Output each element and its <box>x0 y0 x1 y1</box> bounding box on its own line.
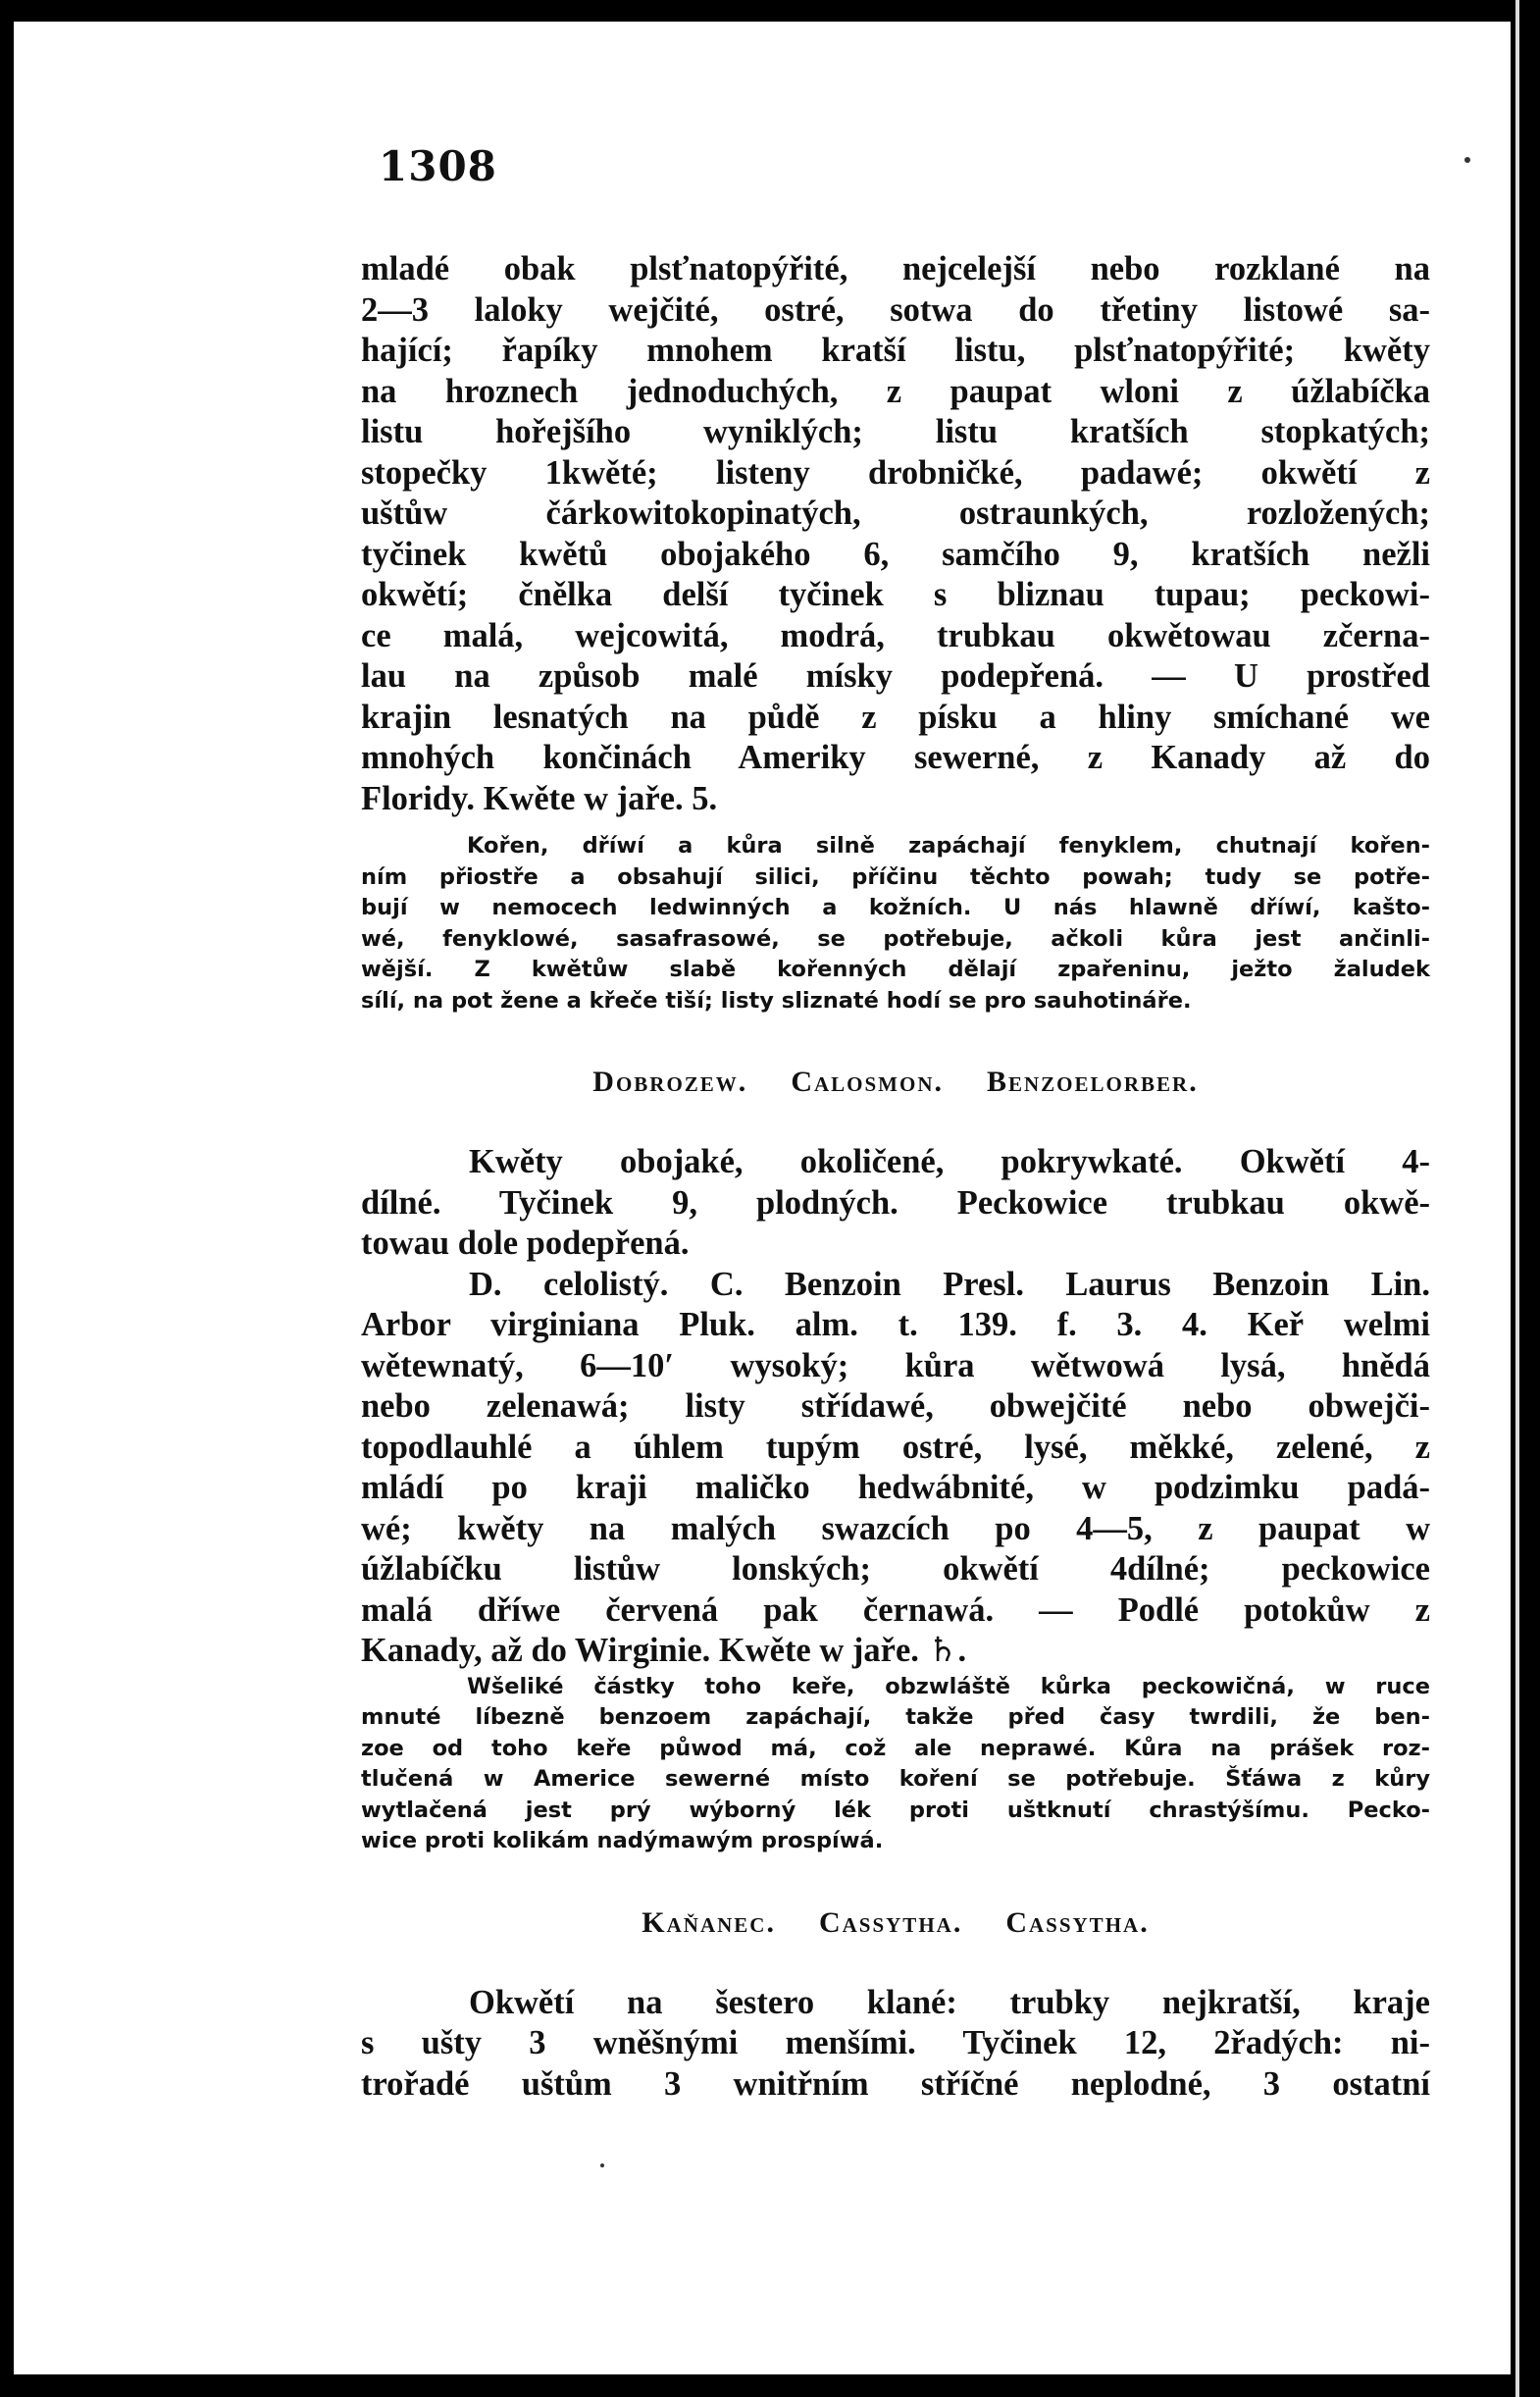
text-line: Kwěty obojaké, okoličené, pokrywkaté. Okwětí 4- <box>469 1143 1430 1180</box>
text-line: malá dříwe červená pak černawá. — Podlé potokůw z <box>361 1590 1430 1629</box>
heading-name: Calosmon. <box>791 1066 944 1098</box>
text-line: Kanady, až do Wirginie. Kwěte w jaře. ♄. <box>361 1632 967 1669</box>
text-line: wytlačená jest prý wýborný lék proti uštknutí chrastýšímu. Pecko- <box>361 1797 1430 1823</box>
text-line: tyčinek kwětů obojakého 6, samčího 9, kratších nežli <box>361 535 1430 573</box>
text-line: Floridy. Kwěte w jaře. 5. <box>361 779 718 817</box>
text-line: hající; řapíky mnohem kratší listu, plsťnatopýřité; kwěty <box>361 332 1430 369</box>
text-line: bují w nemocech ledwinných a kožních. U nás hlawně dříwí, kašto- <box>361 895 1430 920</box>
text-line: wé, fenyklowé, sasafrasowé, se potřebuje, ačkoli kůra jest ančinli- <box>361 925 1430 952</box>
text-line: zoe od toho keře půwod má, což ale neprawé. Kůra na prášek roz- <box>361 1735 1430 1761</box>
text-line: towau dole podepřená. <box>361 1225 690 1262</box>
text-line: D. celolistý. C. Benzoin Presl. Laurus Benzoin Lin. <box>469 1265 1430 1303</box>
text-line: wé; kwěty na malých swazcích po 4—5, z paupat w <box>361 1509 1430 1547</box>
text-line: mnohých končinách Ameriky sewerné, z Kanady až do <box>361 739 1430 776</box>
paragraph-cassytha <box>361 1983 1430 2106</box>
text-line: 2—3 laloky wejčité, ostré, sotwa do třetiny listowé sa- <box>361 290 1430 329</box>
heading-name: Dobrozew. <box>592 1066 748 1098</box>
text-line: Kořen, dříwí a kůra silně zapáchají fenyklem, chutnají kořen- <box>467 833 1430 859</box>
note-uses <box>361 831 1430 1016</box>
text-line: ce malá, wejcowitá, modrá, trubkau okwětowau zčerna- <box>361 616 1430 654</box>
page-number: 1308 <box>379 142 497 190</box>
text-line: mládí po kraji maličko hedwábnité, w podzimku padá- <box>361 1469 1430 1506</box>
text-line: Arbor virginiana Pluk. alm. t. 139. f. 3. 4. Keř welmi <box>361 1306 1430 1343</box>
text-line: úžlabíčku listůw lonských; okwětí 4dílné; peckowice <box>361 1550 1430 1588</box>
text-line: ním přiostře a obsahují silici, příčinu těchto powah; tudy se potře- <box>361 863 1430 890</box>
text-line: wější. Z kwětůw slabě kořenných dělají zpařeninu, ježto žaludek <box>361 957 1430 982</box>
paragraph-description <box>361 249 1430 819</box>
text-line: Wšeliké částky toho keře, obzwláště kůrka peckowičná, w ruce <box>467 1673 1430 1699</box>
heading-name: Cassytha. <box>1005 1905 1150 1939</box>
text-line: Okwětí na šestero klané: trubky nejkratší, kraje <box>469 1983 1430 2021</box>
text-line: okwětí; čnělka delší tyčinek s bliznau tupau; peckowi- <box>361 576 1430 613</box>
page-content <box>361 142 1430 2105</box>
text-line: dílné. Tyčinek 9, plodných. Peckowice trubkau okwě- <box>361 1183 1430 1222</box>
text-line: nebo zelenawá; listy střídawé, obwejčité nebo obwejči- <box>361 1387 1430 1425</box>
text-line: tlučená w Americe sewerné místo koření se potřebuje. Šťáwa z kůry <box>361 1766 1430 1792</box>
text-line: lau na způsob malé mísky podepřená. — U prostřed <box>361 657 1430 695</box>
text-line: mnuté líbezně benzoem zapáchají, takže před časy twrdili, že ben- <box>361 1704 1430 1730</box>
page-edge <box>1515 0 1519 2397</box>
text-line: na hroznech jednoduchých, z paupat wloni z úžlabíčka <box>361 372 1430 410</box>
speck-mark <box>1464 157 1470 163</box>
text-line: sílí, na pot žene a křeče tiší; listy sliznaté hodí se pro sauhotináře. <box>361 987 1192 1014</box>
text-line: topodlauhlé a úhlem tupým ostré, lysé, měkké, zelené, z <box>361 1428 1430 1466</box>
heading-name: Kaňanec. <box>642 1905 776 1939</box>
text-line: mladé obak plsťnatopýřité, nejcelejší nebo rozklané na <box>361 250 1430 287</box>
text-line: wětewnatý, 6—10′ wysoký; kůra wětwowá lysá, hnědá <box>361 1346 1430 1384</box>
paragraph-genus-characters <box>361 1142 1430 1265</box>
text-line: s ušty 3 wněšnými menšími. Tyčinek 12, 2řadých: ni- <box>361 2024 1430 2061</box>
text-line: krajin lesnatých na půdě z písku a hliny smíchané we <box>361 698 1430 736</box>
heading-name: Benzoelorber. <box>986 1066 1199 1098</box>
genus-heading-dobrozew <box>361 1066 1430 1099</box>
speck-mark <box>600 2163 604 2167</box>
text-line: uštůw čárkowitokopinatých, ostraunkých, rozložených; <box>361 495 1430 532</box>
text-line: listu hořejšího wyniklých; listu kratších stopkatých; <box>361 413 1430 450</box>
paragraph-species-description <box>361 1265 1430 1672</box>
text-line: trořadé uštům 3 wnitřním stříčné neplodné, 3 ostatní <box>361 2064 1430 2103</box>
heading-name: Cassytha. <box>818 1905 963 1939</box>
text-line: stopečky 1kwěté; listeny drobničké, padawé; okwětí z <box>361 453 1430 492</box>
note-benzoin-uses <box>361 1672 1430 1857</box>
genus-heading-kananec <box>361 1906 1430 1940</box>
text-line: wice proti kolikám nadýmawým prospíwá. <box>361 1828 884 1853</box>
